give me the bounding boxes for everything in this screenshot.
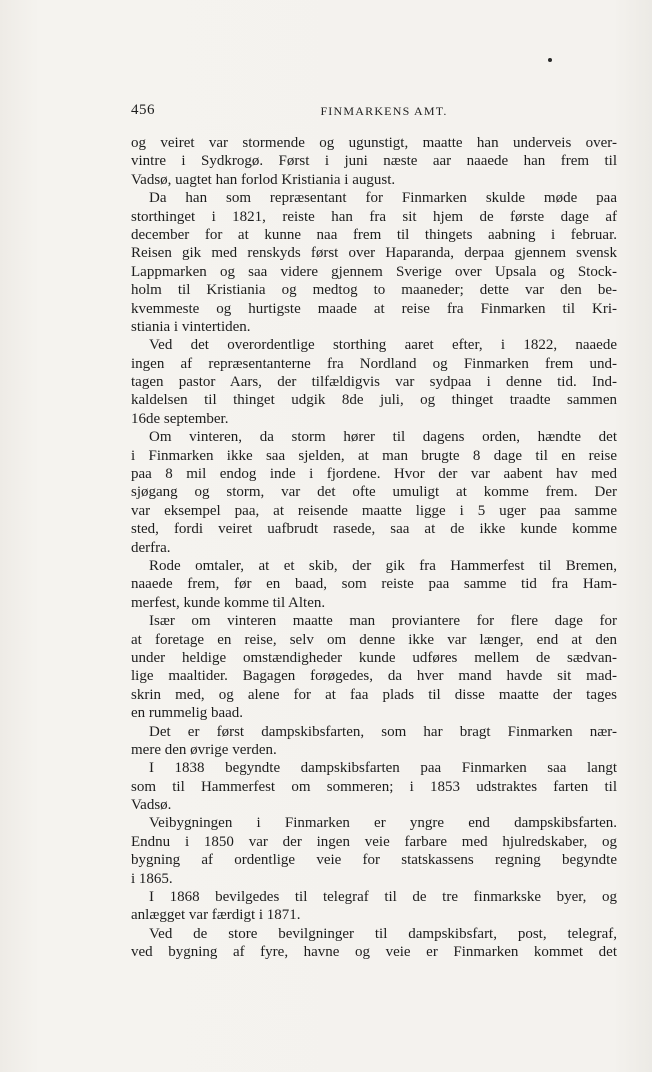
paragraph bbox=[131, 759, 617, 814]
paragraph bbox=[131, 336, 617, 428]
text-line: i Finmarken ikke saa sjelden, at man brugte 8 dage til en reise bbox=[131, 447, 617, 464]
text-line: I 1838 begyndte dampskibsfarten paa Finmarken saa langt bbox=[149, 760, 617, 777]
text-line: Lappmarken og saa videre gjennem Sverige over Upsala og Stock- bbox=[131, 263, 617, 280]
body-text bbox=[131, 134, 617, 962]
text-line: storthinget i 1821, reiste han fra sit hjem de første dage af bbox=[131, 208, 617, 225]
text-line: kaldelsen til thinget udgik 8de juli, og thinget traadte sammen bbox=[131, 392, 617, 409]
text-line: lige maaltider. Bagagen forøgedes, da hver mand havde sit mad- bbox=[131, 668, 617, 685]
text-line: i 1865. bbox=[131, 870, 173, 887]
text-line: og veiret var stormende og ugunstigt, maatte han underveis over- bbox=[131, 135, 617, 151]
text-line: naaede frem, før en baad, som reiste paa samme tid fra Ham- bbox=[131, 576, 617, 593]
paragraph bbox=[131, 557, 617, 612]
text-line: var eksempel paa, at reisende maatte ligge i 5 uger paa samme bbox=[131, 502, 617, 519]
text-line: tagen pastor Aars, der tilfældigvis var sydpaa i denne tid. Ind- bbox=[131, 374, 617, 391]
text-line: ingen af repræsentanterne fra Nordland og Finmarken frem und- bbox=[131, 355, 617, 372]
text-line: merfest, kunde komme til Alten. bbox=[131, 594, 326, 611]
text-line: kvemmeste og hurtigste maade at reise fra Finmarken til Kri- bbox=[131, 300, 617, 317]
text-line: stiania i vintertiden. bbox=[131, 318, 251, 335]
text-line: sted, fordi veiret uafbrudt rasede, saa at de ikke kunde komme bbox=[131, 521, 617, 538]
text-line: holm til Kristiania og medtog to maaneder; dette var den be- bbox=[131, 282, 617, 299]
paragraph bbox=[131, 134, 617, 189]
paragraph bbox=[131, 814, 617, 888]
text-line: Vadsø, uagtet han forlod Kristiania i august. bbox=[131, 171, 396, 188]
text-line: som til Hammerfest om sommeren; i 1853 udstraktes farten til bbox=[131, 778, 617, 795]
text-line: vintre i Sydkrogø. Først i juni næste aar naaede han frem til bbox=[131, 153, 617, 170]
page-number: 456 bbox=[131, 102, 155, 118]
text-line: Ved de store bevilgninger til dampskibsfart, post, telegraf, bbox=[149, 925, 617, 942]
text-line: Veibygningen i Finmarken er yngre end dampskibsfarten. bbox=[149, 815, 617, 832]
text-line: december for at kunne naa frem til thingets aabning i februar. bbox=[131, 226, 617, 243]
text-line: Især om vinteren maatte man proviantere for flere dage for bbox=[149, 613, 617, 630]
text-line: Vadsø. bbox=[131, 797, 172, 814]
text-line: skrin med, og alene for at faa plads til disse maatte der tages bbox=[131, 686, 617, 703]
text-line: Reisen gik med renskyds først over Haparanda, derpaa gjennem svensk bbox=[131, 245, 617, 262]
text-line: Endnu i 1850 var der ingen veie farbare med hjulredskaber, og bbox=[131, 833, 617, 850]
text-line: mere den øvrige verden. bbox=[131, 741, 277, 758]
text-line: en rummelig baad. bbox=[131, 705, 244, 722]
text-line: ved bygning af fyre, havne og veie er Finmarken kommet det bbox=[131, 944, 617, 961]
text-line: paa 8 mil endog inde i fjordene. Hvor der var aabent hav med bbox=[131, 466, 617, 483]
paragraph bbox=[131, 723, 617, 760]
paragraph bbox=[131, 925, 617, 962]
running-title: FINMARKENS AMT. bbox=[320, 104, 448, 118]
text-line: derfra. bbox=[131, 539, 171, 556]
page-header bbox=[131, 102, 617, 122]
paragraph bbox=[131, 888, 617, 925]
text-line: Rode omtaler, at et skib, der gik fra Hammerfest til Bremen, bbox=[149, 557, 617, 574]
text-line: anlægget var færdigt i 1871. bbox=[131, 907, 301, 924]
paragraph bbox=[131, 428, 617, 557]
text-line: at foretage en reise, selv om denne ikke var længer, end at den bbox=[131, 631, 617, 648]
text-line: I 1868 bevilgedes til telegraf til de tre finmarkske byer, og bbox=[149, 889, 617, 906]
ink-speck bbox=[548, 58, 552, 62]
paragraph bbox=[131, 612, 617, 722]
text-line: sjøgang og storm, var det ofte umuligt at komme frem. Der bbox=[131, 484, 617, 501]
text-line: 16de september. bbox=[131, 410, 229, 427]
paragraph bbox=[131, 189, 617, 336]
text-line: Da han som repræsentant for Finmarken skulde møde paa bbox=[149, 190, 617, 207]
text-line: Ved det overordentlige storthing aaret efter, i 1822, naaede bbox=[149, 337, 617, 354]
text-line: bygning af ordentlige veie for statskassens regning begyndte bbox=[131, 852, 617, 869]
text-line: Det er først dampskibsfarten, som har bragt Finmarken nær- bbox=[149, 723, 617, 740]
text-line: Om vinteren, da storm hører til dagens orden, hændte det bbox=[149, 429, 617, 446]
text-line: under heldige omstændigheder kunde udføres mellem de sædvan- bbox=[131, 649, 617, 666]
